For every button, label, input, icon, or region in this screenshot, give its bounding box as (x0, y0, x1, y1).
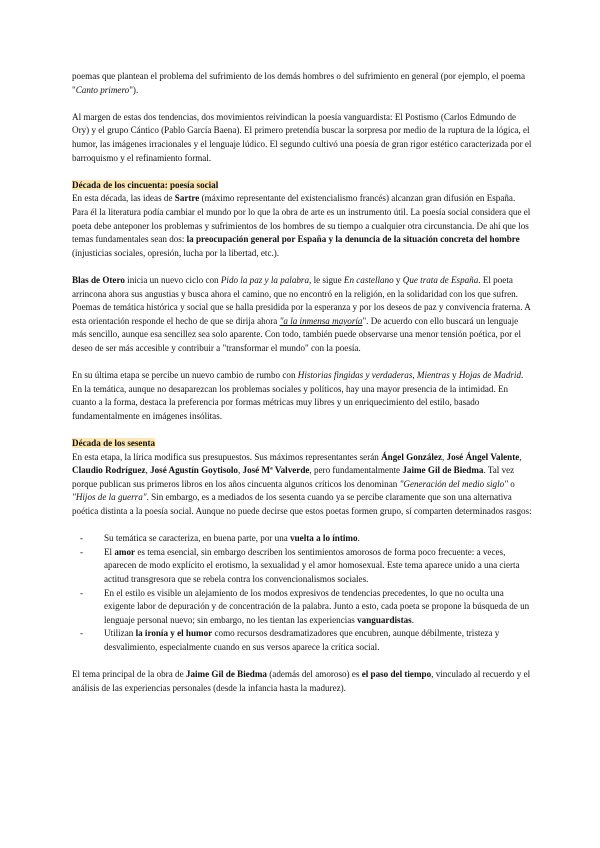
text-run: (además del amoroso) es (266, 669, 362, 680)
work-title: Que trata de España (402, 274, 479, 285)
text-run: inicia un nuevo ciclo con (124, 274, 221, 285)
text-run: En esta década, las ideas de (72, 193, 175, 204)
work-title: Historias fingidas y verdaderas (297, 370, 413, 381)
text-run: , vinculado al recuerdo y el análisis de las experiencias personales (desde la infancia hasta la madurez). (72, 669, 531, 693)
text-run: . (357, 533, 360, 544)
bold-emphasis: vuelta a lo íntimo (290, 533, 358, 544)
text-run: o (507, 478, 515, 489)
list-item (72, 627, 532, 654)
author-name: José Agustín Goytisolo (150, 465, 238, 476)
section-heading-sesenta (72, 437, 532, 451)
section-heading-cincuenta (72, 179, 532, 193)
text-run: . El poeta arrincona ahora sus angustias y busca ahora el camino, que no encontró en la religión, en la solidaridad con los que sufren. Poemas de temática histórica y social que se halla presidida por la esperanza y por los deseos de paz y convivencia fraterna. A esta orientación responde el hecho de que se dirija ahora (72, 274, 531, 326)
italic-quote: "Hijos de la guerra" (72, 492, 147, 503)
highlighted-heading: Década de los sesenta (72, 438, 156, 449)
paragraph-gil-de-biedma (72, 668, 532, 695)
text-run: . Sin embargo, es a mediados de los sesenta cuando ya se percibe claramente que son una alternativa poética distinta a la poesía social. Aunque no puede decirse que estos poetas formen grupo, sí comparten determinados rasgos: (72, 492, 532, 516)
document-body (72, 70, 532, 709)
author-name: Blas de Otero (72, 274, 125, 285)
bold-emphasis: la ironía y el humor (135, 628, 213, 639)
text-run: , le sigue (309, 274, 344, 285)
text-run: El tema principal de la obra de (72, 669, 186, 680)
highlighted-heading: Década de los cincuenta: poesía social (72, 179, 219, 190)
work-title: Hojas de Madrid (458, 370, 521, 381)
text-run: y (393, 274, 403, 285)
text-run: y (449, 370, 459, 381)
bold-emphasis: el paso del tiempo (361, 669, 432, 680)
italic-quote: "Generación del medio siglo" (399, 478, 508, 489)
author-name: Sartre (174, 193, 200, 204)
text-run: Utilizan (104, 628, 136, 639)
author-name: Ángel González (381, 451, 442, 462)
author-name: Jaime Gil de Biedma (402, 465, 484, 476)
paragraph-lirica-sesenta (72, 451, 532, 519)
paragraph-vanguardia: Al margen de estas dos tendencias, dos movimientos reivindican la poesía vanguardista: El Postismo (Carlos Edmundo de Ory) y el grupo Cántico (Pablo García Baena). El primero pretendía buscar la sorpresa por medio de la ruptura de la lógica, el humor, las imágenes irracionales y el lenguaje lúdico. El segundo cultivó una poesía de gran rigor estético caracterizada por el barroquismo y el refinamiento formal. (72, 111, 532, 163)
text-run: En el estilo es visible un alejamiento de los modos expresivos de tendencias precedentes, lo que no oculta una exigente labor de depuración y de concentración de la palabra. Junto a esto, cada poeta se propone la búsqueda de un lenguaje personal nuevo; sin embargo, no les tientan las experiencias (104, 587, 530, 625)
text-run: , pero fundamentalmente (309, 465, 403, 476)
author-name: José Ángel Valente (446, 451, 520, 462)
text-run: En esta etapa, la lírica modifica sus presupuestos. Sus máximos representantes serán (72, 451, 382, 462)
paragraph-blas-de-otero (72, 274, 532, 356)
text-run: En su última etapa se percibe un nuevo cambio de rumbo con (72, 370, 298, 381)
text-run: El (104, 546, 115, 557)
bold-emphasis: vanguardistas (357, 614, 412, 625)
underlined-quote: "a la inmensa mayoría (279, 315, 363, 326)
traits-list (72, 532, 532, 654)
text-run: es tema esencial, sin embargo describen los sentimientos amorosos de forma poco frecuente: a veces, aparecen de modo explícito el erotismo, la sexualidad y el amor homosexual. Este tema aparece unido a una cierta actitud transgresora que se rebela contra los convencionalismos sociales. (104, 546, 520, 584)
author-name: Claudio Rodríguez (72, 465, 146, 476)
author-name: Jaime Gil de Biedma (185, 669, 267, 680)
text-run: poemas que plantean el problema del sufrimiento de los demás hombres o del sufrimiento en general (por ejemplo, el poema " (72, 71, 526, 95)
text-run: como recursos desdramatizadores que encubren, aunque débilmente, tristeza y desvalimiento, especialmente cuando en sus versos aparece la crítica social. (104, 628, 500, 652)
text-run: , (237, 465, 243, 476)
paragraph-canto-primero (72, 70, 532, 97)
text-run: Su temática se caracteriza, en buena parte, por una (104, 533, 291, 544)
bold-emphasis: amor (114, 546, 136, 557)
text-run: . En la temática, aunque no desaparezcan los problemas sociales y políticos, hay una mayor presencia de la intimidad. En cuanto a la forma, destaca la preferencia por formas métricas muy libres y un enriquecimiento del estilo, basado fundamentalmente en imágenes insólitas. (72, 370, 524, 421)
work-title: En castellano (343, 274, 394, 285)
paragraph-ultima-etapa (72, 369, 532, 423)
text-run: "). (129, 84, 139, 95)
text-run: . Tal vez porque publican sus primeros libros en los años cincuenta algunos críticos los denominan (72, 465, 515, 489)
work-title: Pido la paz y la palabra (220, 274, 310, 285)
author-name: José Mª Valverde (242, 465, 310, 476)
text-run: (injusticias sociales, opresión, lucha por la libertad, etc.). (72, 247, 280, 258)
work-title: Mientras (416, 370, 450, 381)
paragraph-sartre (72, 192, 532, 260)
text-run: , (519, 451, 522, 462)
list-item (72, 532, 532, 546)
text-run: , (412, 370, 417, 381)
text-run: . (411, 614, 414, 625)
list-item (72, 546, 532, 587)
bold-emphasis: la preocupación general por España y la denuncia de la situación concreta del hombre (186, 234, 520, 245)
text-run: (máximo representante del existencialismo francés) alcanzan gran difusión en España. Para él la literatura podía cambiar el mundo por lo que la obra de arte es un instrumento útil. La poesía social considera que el poeta debe anteponer los problemas y sufrimientos de los hombres de su tiempo a cualquier otra circunstancia. De ahí que los temas fundamentales sean dos: (72, 193, 531, 245)
work-title: Canto primero (75, 84, 130, 95)
text-run: , (145, 465, 151, 476)
text-run: ". De acuerdo con ello buscará un lenguaje más sencillo, aunque esa sencillez sea solo aparente. Con todo, también puede observarse una menor tensión poética, por el deseo de ser más accesible y contribuir a "transformar el mundo" con la poesía. (72, 315, 521, 353)
text-run: , (441, 451, 447, 462)
list-item (72, 587, 532, 628)
